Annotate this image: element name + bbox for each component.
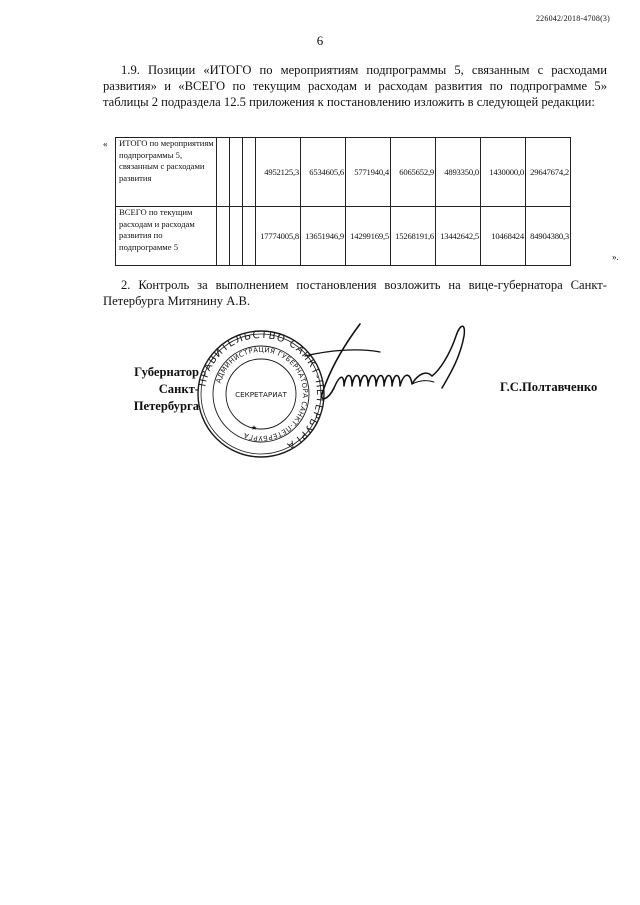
empty-cell xyxy=(230,138,243,207)
value-cell: 10468424 xyxy=(481,207,526,266)
value-cell: 15268191,6 xyxy=(391,207,436,266)
page-number: 6 xyxy=(316,33,324,48)
value-cell: 13442642,5 xyxy=(436,207,481,266)
table-close-quote: ». xyxy=(612,252,619,262)
paragraph-2: 2. Контроль за выполнением постановления возложить на вице-губернатора Санкт-Петербурга Митянину А.В. xyxy=(103,278,607,308)
signer-title xyxy=(103,364,199,415)
signer-title-line2: Санкт-Петербурга xyxy=(133,382,199,413)
budget-table xyxy=(115,137,571,266)
empty-cell xyxy=(217,207,230,266)
document-id: 226042/2018-4708(3) xyxy=(535,14,610,23)
empty-cell xyxy=(243,138,256,207)
svg-text:★: ★ xyxy=(250,424,258,432)
signer-title-line1: Губернатор xyxy=(134,365,199,379)
table-row-grand-total xyxy=(116,207,571,266)
paragraph-1-9: 1.9. Позиции «ИТОГО по мероприятиям подпрограммы 5, связанным с расходами развития» и «ВСЕГО по текущим расходам и расходам развития по подпрограмме 5» таблицы 2 подраздела 12.5 приложения к постановлению изложить в следующей редакции: xyxy=(103,63,607,109)
value-cell: 14299169,5 xyxy=(346,207,391,266)
value-cell: 6065652,9 xyxy=(391,138,436,207)
table-open-quote: « xyxy=(103,139,108,149)
seal-center-text: СЕКРЕТАРИАТ xyxy=(235,390,287,399)
value-cell: 4893350,0 xyxy=(436,138,481,207)
seal-outer-text: ПРАВИТЕЛЬСТВО САНКТ-ПЕТЕРБУРГА xyxy=(197,330,326,452)
value-cell: 6534605,6 xyxy=(301,138,346,207)
empty-cell xyxy=(243,207,256,266)
table-row-total xyxy=(116,138,571,207)
row-label-total: ИТОГО по мероприятиям подпрограммы 5, связанным с расходами развития xyxy=(116,138,217,207)
empty-cell xyxy=(230,207,243,266)
value-cell: 1430000,0 xyxy=(481,138,526,207)
handwritten-signature-icon xyxy=(300,314,480,414)
value-cell: 5771940,4 xyxy=(346,138,391,207)
empty-cell xyxy=(217,138,230,207)
value-cell: 84904380,3 xyxy=(526,207,571,266)
signer-name: Г.С.Полтавченко xyxy=(500,380,598,394)
value-cell: 17774005,8 xyxy=(256,207,301,266)
value-cell: 29647674,2 xyxy=(526,138,571,207)
value-cell: 13651946,9 xyxy=(301,207,346,266)
value-cell: 4952125,3 xyxy=(256,138,301,207)
row-label-grand-total: ВСЕГО по текущим расходам и расходам развития по подпрограмме 5 xyxy=(116,207,217,266)
seal-inner-text: АДМИНИСТРАЦИЯ ГУБЕРНАТОРА САНКТ-ПЕТЕРБУРГА xyxy=(214,345,310,443)
